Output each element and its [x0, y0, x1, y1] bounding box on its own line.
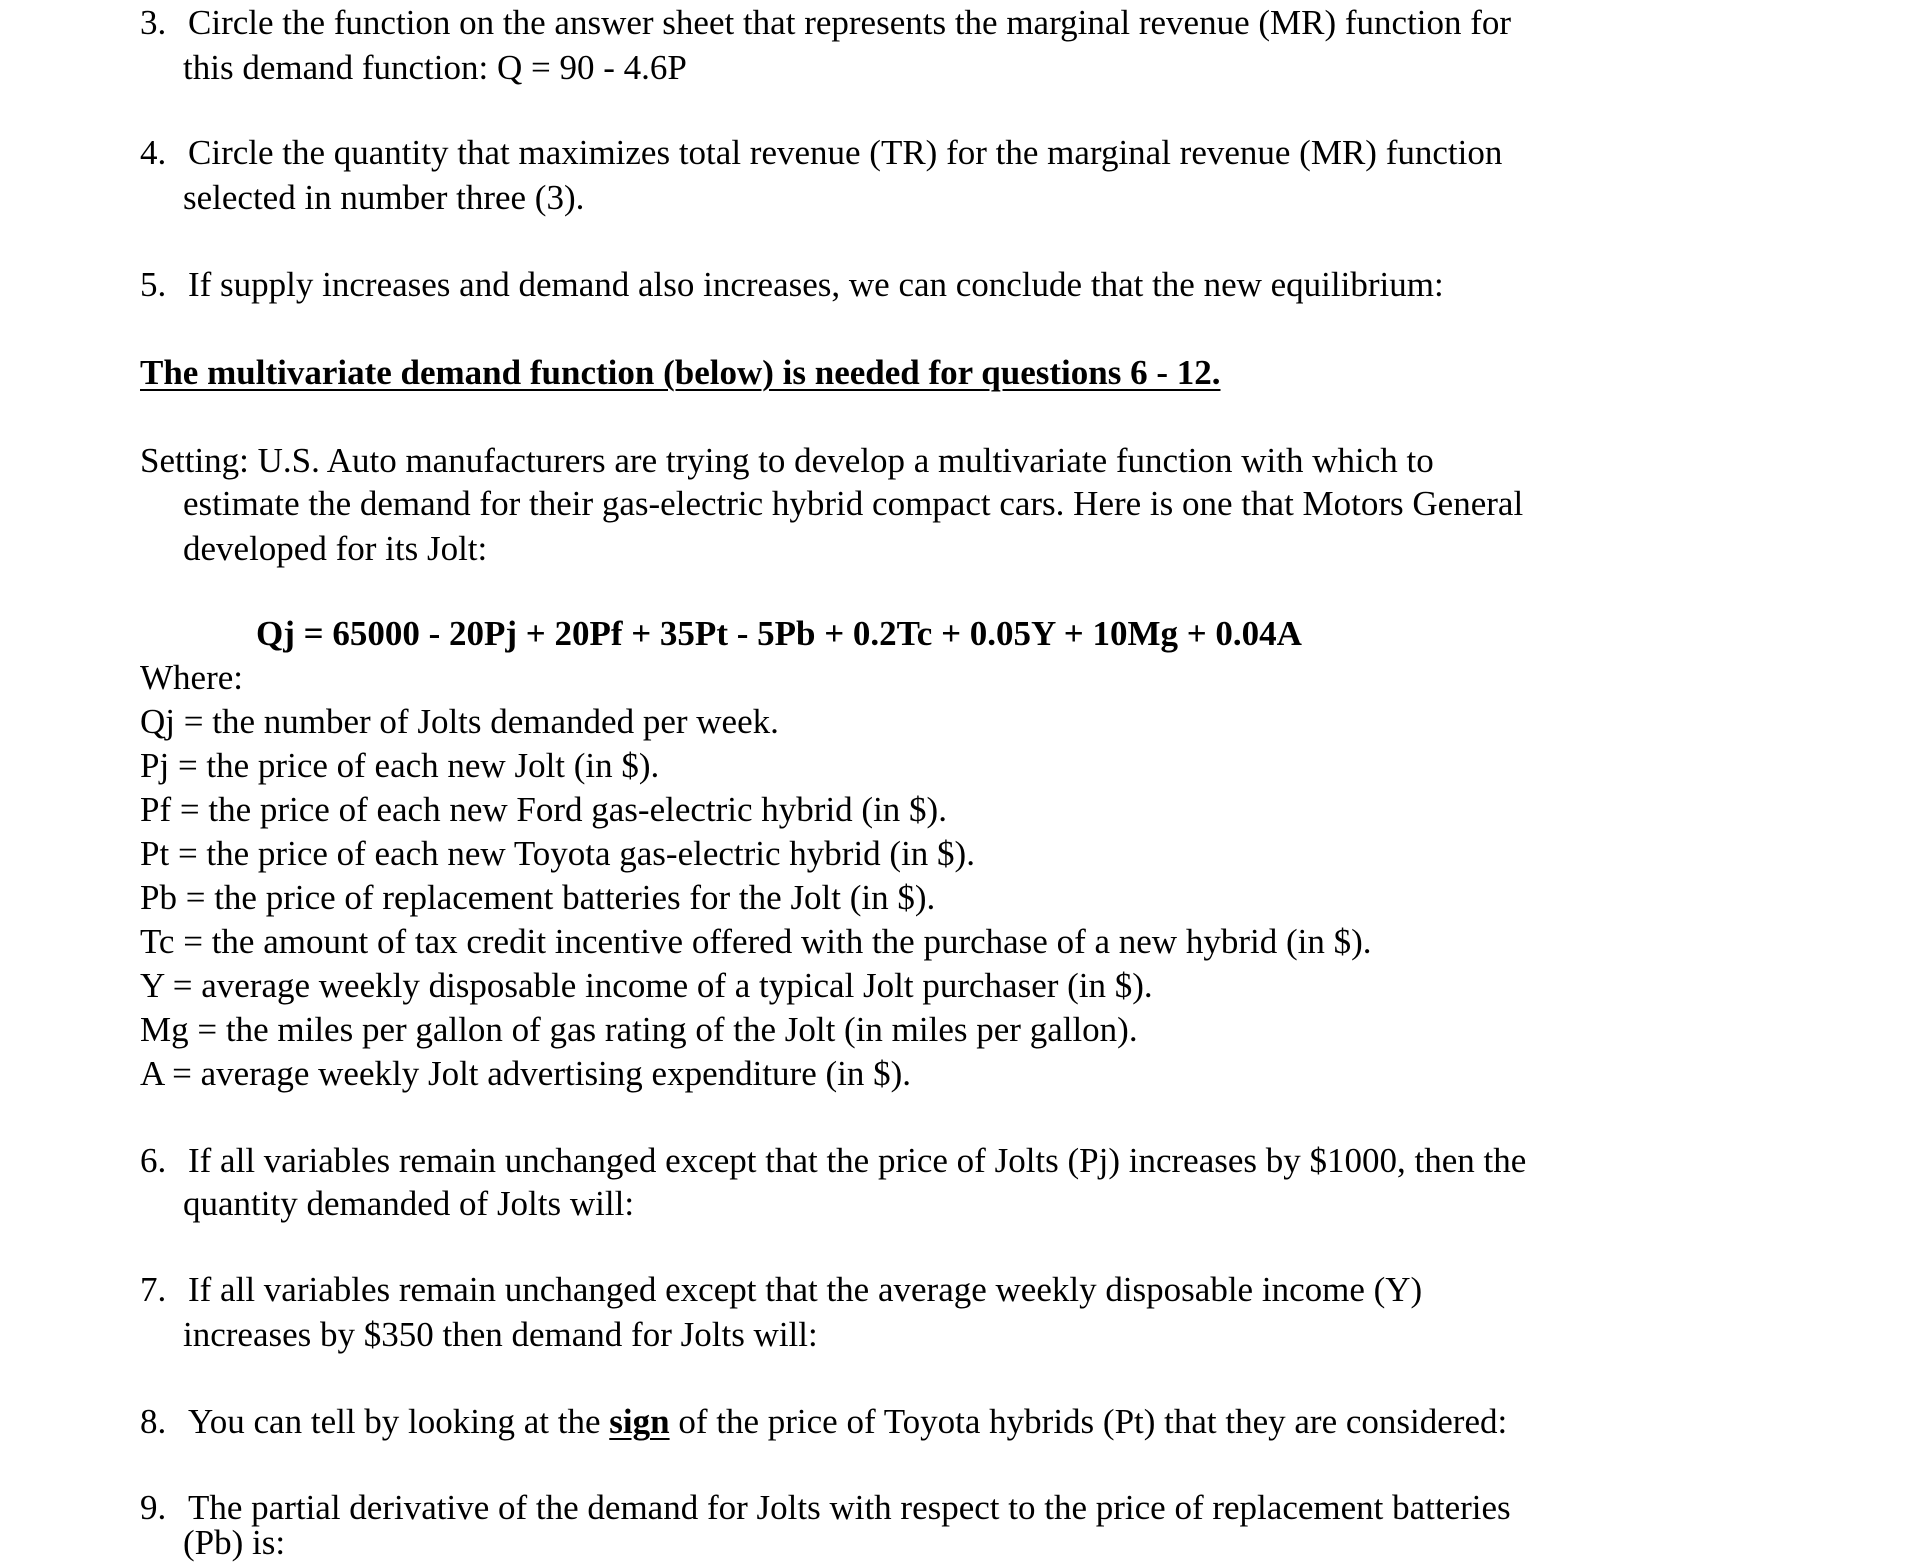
question-9-text: The partial derivative of the demand for Jolts with respect to the price of replacement batteries: [188, 1488, 1511, 1527]
question-5-line-1: [140, 263, 1444, 307]
question-8-line-1: [140, 1400, 1507, 1444]
definition-mg: Mg = the miles per gallon of gas rating of the Jolt (in miles per gallon).: [140, 1010, 1138, 1049]
definition-pj: Pj = the price of each new Jolt (in $).: [140, 746, 660, 785]
question-6-number: 6.: [140, 1141, 167, 1180]
question-7-number: 7.: [140, 1270, 167, 1309]
question-7-line-1: [140, 1268, 1422, 1312]
definition-qj: Qj = the number of Jolts demanded per week.: [140, 702, 779, 741]
question-8-text-after: of the price of Toyota hybrids (Pt) that they are considered:: [669, 1402, 1508, 1441]
definition-pb: Pb = the price of replacement batteries for the Jolt (in $).: [140, 878, 936, 917]
definition-y: Y = average weekly disposable income of a typical Jolt purchaser (in $).: [140, 966, 1153, 1005]
definition-pf: Pf = the price of each new Ford gas-electric hybrid (in $).: [140, 790, 947, 829]
question-4-line-1: [140, 131, 1502, 175]
question-7-line-2: increases by $350 then demand for Jolts will:: [183, 1315, 818, 1354]
question-7-text: If all variables remain unchanged except that the average weekly disposable income (Y): [188, 1270, 1423, 1309]
question-3-line-1: [140, 1, 1511, 45]
definition-pt: Pt = the price of each new Toyota gas-electric hybrid (in $).: [140, 834, 975, 873]
demand-equation: Qj = 65000 - 20Pj + 20Pf + 35Pt - 5Pb + 0.2Tc + 0.05Y + 10Mg + 0.04A: [256, 614, 1302, 653]
question-8-emphasis: sign: [609, 1402, 670, 1441]
question-6-line-1: [140, 1139, 1526, 1183]
definition-a: A = average weekly Jolt advertising expenditure (in $).: [140, 1054, 912, 1093]
question-4-text: Circle the quantity that maximizes total revenue (TR) for the marginal revenue (MR) function: [188, 133, 1503, 172]
question-4-number: 4.: [140, 133, 167, 172]
where-label: Where:: [140, 658, 243, 697]
question-4-line-2: selected in number three (3).: [183, 178, 585, 217]
section-heading: The multivariate demand function (below) is needed for questions 6 - 12.: [140, 353, 1221, 392]
question-6-line-2: quantity demanded of Jolts will:: [183, 1184, 635, 1223]
question-5-text: If supply increases and demand also increases, we can conclude that the new equilibrium:: [188, 265, 1444, 304]
setting-line-3: developed for its Jolt:: [183, 529, 488, 568]
question-9-line-2: (Pb) is:: [183, 1523, 286, 1562]
question-3-line-2: this demand function: Q = 90 - 4.6P: [183, 48, 687, 87]
question-5-number: 5.: [140, 265, 167, 304]
question-3-text: Circle the function on the answer sheet that represents the marginal revenue (MR) function for: [188, 3, 1512, 42]
definition-tc: Tc = the amount of tax credit incentive offered with the purchase of a new hybrid (in $).: [140, 922, 1372, 961]
question-6-text: If all variables remain unchanged except that the price of Jolts (Pj) increases by $1000, then the: [188, 1141, 1527, 1180]
question-3-number: 3.: [140, 3, 167, 42]
question-8-text-before: You can tell by looking at the: [188, 1402, 610, 1441]
question-9-number: 9.: [140, 1488, 167, 1527]
setting-line-2: estimate the demand for their gas-electric hybrid compact cars. Here is one that Motors General: [183, 484, 1524, 523]
question-9-line-1: [140, 1486, 1511, 1530]
setting-line-1: Setting: U.S. Auto manufacturers are trying to develop a multivariate function with which to: [140, 441, 1434, 480]
question-8-number: 8.: [140, 1402, 167, 1441]
